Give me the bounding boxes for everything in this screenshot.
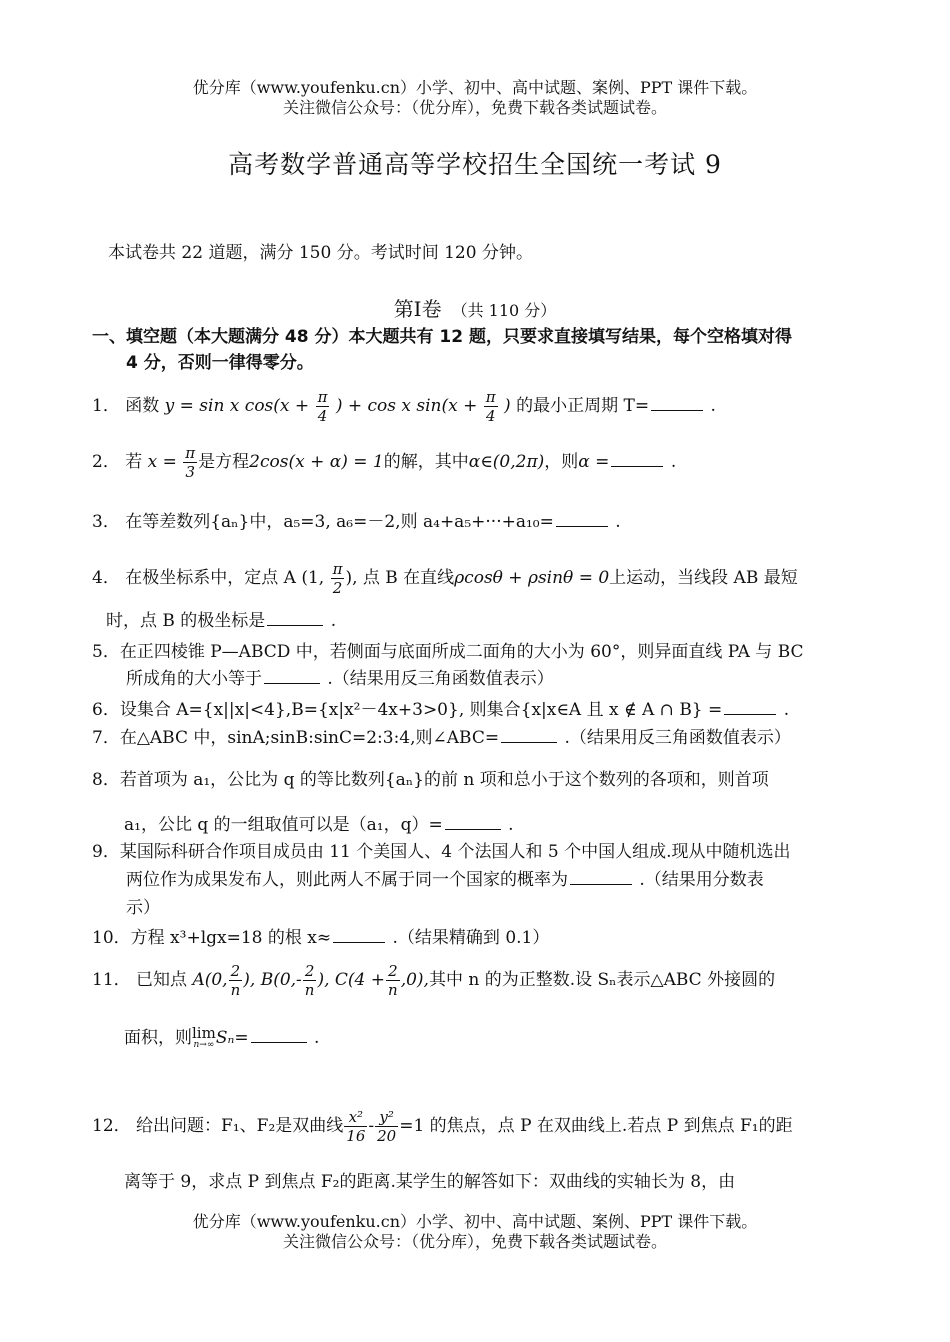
question-text: ，则: [544, 452, 579, 472]
question-9-line-3: [126, 896, 160, 920]
question-3: [92, 510, 621, 534]
question-text: 示）: [126, 898, 160, 918]
question-text: =1 的焦点，点 P 在双曲线上.若点 P 到焦点 F₁的距: [399, 1116, 793, 1136]
question-number: 5．: [92, 642, 120, 662]
punct: .: [314, 1028, 320, 1048]
question-8: [92, 768, 867, 792]
formula: A(0,: [192, 970, 228, 990]
question-text: .（结果精确到 0.1）: [392, 928, 550, 948]
footer-line-1: 优分库（www.youfenku.cn）小学、初中、高中试题、案例、PPT 课件下载。: [192, 1212, 758, 1231]
question-5: [92, 640, 867, 664]
question-7: [92, 726, 791, 750]
question-11-line-2: [124, 1023, 320, 1051]
question-text: 方程 x³+lgx=18 的根 x≈: [130, 928, 332, 948]
punct: .: [710, 396, 716, 416]
part-heading: [0, 293, 950, 322]
section-line-2: 4 分，否则一律得零分。: [126, 353, 314, 373]
question-text: 在极坐标系中，定点 A (1,: [125, 568, 325, 588]
question-2: [92, 444, 676, 481]
question-text: 的最小正周期 T=: [516, 396, 650, 416]
question-11: [92, 962, 775, 999]
question-5-line-2: [126, 667, 554, 691]
formula: ), C(4 +: [317, 970, 386, 990]
answer-blank[interactable]: [556, 510, 608, 527]
question-4-line-2: [106, 609, 336, 633]
fraction-2-n: $\frac{2}{n}$: [388, 962, 398, 999]
formula: α∈(0,2π): [468, 452, 545, 472]
answer-blank[interactable]: [724, 698, 776, 715]
question-12-line-2: [124, 1170, 735, 1194]
question-text: a₁，公比 q 的一组取值可以是（a₁，q）=: [124, 815, 443, 835]
question-number: 3．: [92, 512, 120, 532]
section-heading: [92, 324, 867, 376]
formula: 2cos(x + α) = 1: [249, 452, 384, 472]
header-line-1: 优分库（www.youfenku.cn）小学、初中、高中试题、案例、PPT 课件下载。: [192, 78, 758, 97]
answer-blank[interactable]: [333, 926, 385, 943]
question-6: [92, 698, 789, 722]
fraction-pi-4: $\frac{\pi}{4}$: [317, 388, 328, 425]
answer-blank[interactable]: [570, 868, 632, 885]
answer-blank[interactable]: [501, 726, 557, 743]
question-9-line-2: [126, 868, 764, 892]
formula: ) + cos x sin(x +: [335, 396, 478, 416]
header-line-2: 关注微信公众号：（优分库），免费下载各类试题试卷。: [282, 98, 667, 117]
question-text: .（结果用反三角函数值表示）: [327, 669, 554, 689]
fraction-pi-2: $\frac{\pi}{2}$: [332, 560, 343, 597]
answer-blank[interactable]: [264, 667, 320, 684]
question-number: 12．: [92, 1116, 131, 1136]
question-text: 两位作为成果发布人，则此两人不属于同一个国家的概率为: [126, 870, 568, 890]
formula: ): [504, 396, 511, 416]
fraction-2-n: $\frac{2}{n}$: [230, 962, 241, 999]
punct: .: [330, 611, 337, 631]
fraction-2-n: $\frac{2}{n}$: [304, 962, 315, 999]
punct: .: [783, 700, 790, 720]
fraction-pi-4: $\frac{\pi}{4}$: [485, 388, 496, 425]
question-text: 时，点 B 的极坐标是: [106, 611, 266, 631]
fraction-pi-3: $\frac{\pi}{3}$: [185, 444, 196, 481]
section-line-1: 一、填空题（本大题满分 48 分）本大题共有 12 题，只要求直接填写结果，每个空格填对得: [92, 327, 792, 347]
question-text: 若: [125, 452, 143, 472]
question-1: [92, 388, 716, 425]
fraction-x2-16: $\frac{\text{x²}}{16}$: [346, 1108, 366, 1145]
question-12: [92, 1108, 793, 1145]
answer-blank[interactable]: [267, 609, 323, 626]
question-number: 8．: [92, 770, 120, 790]
part-label: 第Ⅰ卷: [393, 297, 442, 321]
formula: α =: [578, 452, 610, 472]
formula: -: [368, 1116, 375, 1136]
question-text: .（结果用反三角函数值表示）: [564, 728, 791, 748]
fraction-y2-20: $\frac{\text{y²}}{20}$: [377, 1108, 397, 1145]
question-9: [92, 840, 867, 864]
question-text: 面积，则: [124, 1028, 192, 1048]
punct: .: [670, 452, 677, 472]
question-text: 给出问题：F₁、F₂是双曲线: [136, 1116, 344, 1136]
punct: .: [615, 512, 621, 532]
question-8-line-2: [124, 813, 514, 837]
punct: .: [508, 815, 514, 835]
answer-blank[interactable]: [651, 394, 703, 411]
question-text: 其中 n 的为正整数.设 Sₙ表示△ABC 外接圆的: [428, 970, 776, 990]
question-number: 4．: [92, 568, 120, 588]
question-text: 离等于 9，求点 P 到焦点 F₂的距离.某学生的解答如下：双曲线的实轴长为 8，由: [124, 1172, 736, 1192]
question-text: 是方程: [198, 452, 250, 472]
question-number: 2．: [92, 452, 120, 472]
question-number: 10．: [92, 928, 131, 948]
question-text: =: [234, 1028, 249, 1048]
question-text: 在△ABC 中，sinA;sinB:sinC=2:3:4,则∠ABC=: [119, 728, 500, 748]
question-text: 在等差数列{aₙ}中，a₅=3, a₆=－2,则 a₄+a₅+···+a₁₀=: [125, 512, 554, 532]
question-text: 在正四棱锥 P—ABCD 中，若侧面与底面所成二面角的大小为 60°，则异面直线 PA 与 BC: [119, 642, 804, 662]
question-text: 已知点: [136, 970, 188, 990]
exam-intro: 本试卷共 22 道题，满分 150 分。考试时间 120 分钟。: [108, 243, 533, 263]
question-text: 函数: [125, 396, 160, 416]
formula: Sₙ: [215, 1028, 235, 1048]
question-text: 设集合 A={x||x|<4},B={x|x²－4x+3>0}, 则集合{x|x∈A 且 x ∉ A ∩ B} =: [119, 700, 723, 720]
question-number: 11．: [92, 970, 131, 990]
footer-line-2: 关注微信公众号：（优分库），免费下载各类试题试卷。: [282, 1232, 667, 1251]
question-number: 7．: [92, 728, 120, 748]
formula: ρcosθ + ρsinθ = 0: [454, 568, 610, 588]
question-number: 6．: [92, 700, 120, 720]
question-number: 9．: [92, 842, 120, 862]
formula: ), B(0,-: [243, 970, 302, 990]
limit-expression: lim n→∞: [192, 1023, 216, 1050]
formula: x =: [147, 452, 177, 472]
answer-blank[interactable]: [445, 813, 501, 830]
question-text: ), 点 B 在直线: [345, 568, 455, 588]
question-text: 的解，其中: [383, 452, 469, 472]
question-text: 若首项为 a₁，公比为 q 的等比数列{aₙ}的前 n 项和总小于这个数列的各项和，则首项: [119, 770, 769, 790]
formula: y = sin x cos(x +: [164, 396, 310, 416]
answer-blank[interactable]: [611, 450, 663, 467]
part-points: （共 110 分）: [451, 301, 557, 320]
page-title: 高考数学普通高等学校招生全国统一考试 9: [228, 150, 722, 179]
question-text: 所成角的大小等于: [126, 669, 262, 689]
question-4: [92, 560, 798, 597]
question-10: [92, 926, 549, 950]
question-text: .（结果用分数表: [639, 870, 764, 890]
question-text: 某国际科研合作项目成员由 11 个美国人、4 个法国人和 5 个中国人组成.现从中随机选出: [119, 842, 791, 862]
question-number: 1．: [92, 396, 120, 416]
answer-blank[interactable]: [251, 1026, 307, 1043]
question-text: 上运动，当线段 AB 最短: [609, 568, 798, 588]
formula: ,0),: [400, 970, 429, 990]
